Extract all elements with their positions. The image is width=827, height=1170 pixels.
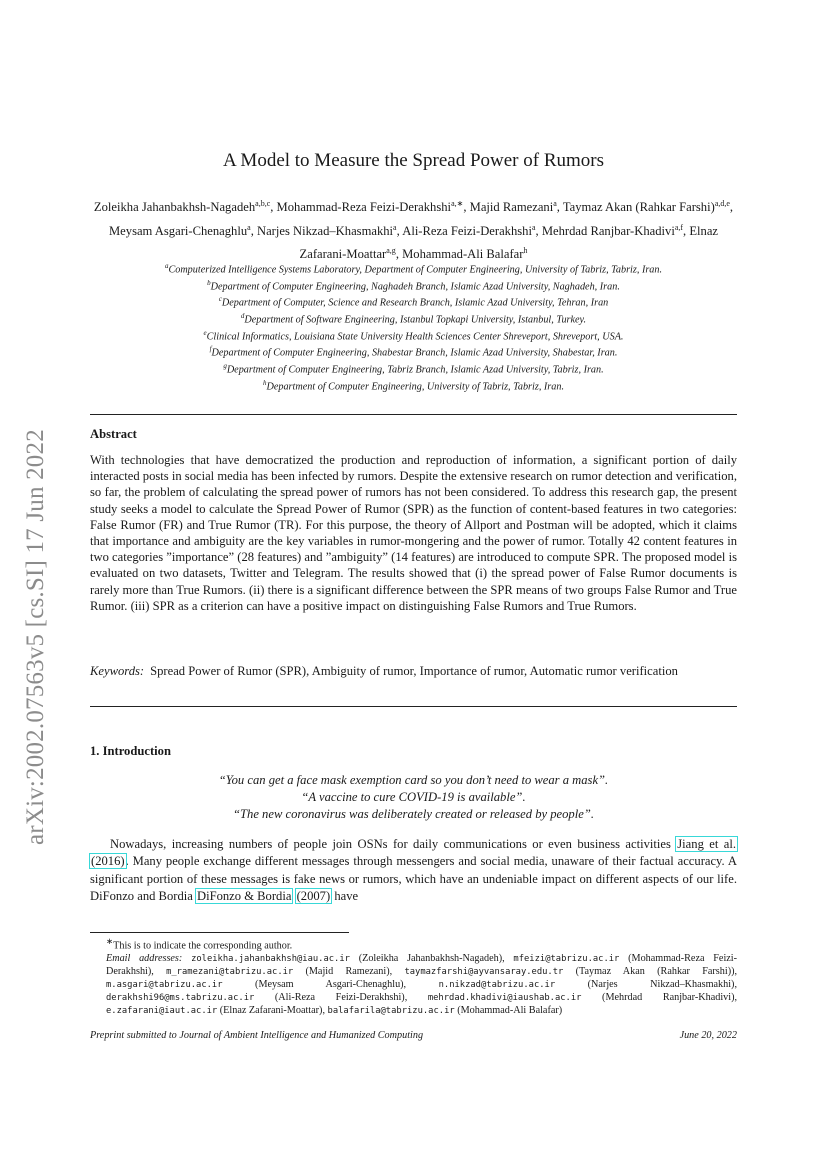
footnote-mark: ∗	[106, 936, 114, 946]
citation-link-jiang-year[interactable]: (2016)	[91, 854, 125, 869]
author-name: Narjes Nikzad–Khasmakhi	[257, 223, 394, 238]
affiliation-mark: h	[262, 378, 267, 387]
email-addresses	[90, 953, 737, 1018]
affiliation-mark: c	[218, 295, 222, 304]
author-affiliation-mark: a,d,e	[714, 199, 730, 208]
author-separator: ,	[395, 247, 403, 262]
email-address[interactable]: e.zafarani@iaut.ac.ir	[106, 1005, 218, 1016]
author-separator: ,	[463, 200, 470, 215]
paper-title: A Model to Measure the Spread Power of Rumors	[223, 150, 604, 171]
affiliation-line	[90, 360, 737, 377]
email-address[interactable]: n.nikzad@tabrizu.ac.ir	[438, 980, 556, 991]
author-name: Majid Ramezani	[469, 200, 554, 215]
author-separator: ,	[683, 223, 690, 238]
author-name: Ali-Reza Feizi-Derakhshi	[402, 223, 532, 238]
footnote-rule	[90, 932, 349, 933]
author-separator: ,	[556, 200, 563, 215]
author-name: Zoleikha Jahanbakhsh-Nagadeh	[93, 200, 256, 215]
citation-link-difonzo[interactable]: DiFonzo & Bordia	[196, 889, 292, 904]
abstract-bottom-rule	[90, 706, 737, 707]
corresponding-author-text: This is to indicate the corresponding author.	[113, 940, 293, 952]
affiliation-text: Department of Computer Engineering, Tabriz Branch, Islamic Azad University, Tabriz, Iran.	[226, 364, 604, 376]
affiliation-line	[90, 277, 737, 294]
affiliation-line	[90, 310, 737, 327]
intro-text: have	[331, 889, 359, 904]
affiliation-text: Clinical Informatics, Louisiana State University Health Sciences Center Shreveport, Shreveport, USA.	[206, 331, 624, 343]
author-name: Taymaz Akan (Rahkar Farshi)	[562, 200, 715, 215]
email-owner: (Narjes Nikzad–Khasmakhi),	[587, 979, 737, 991]
abstract-text: With technologies that have democratized the production and reproduction of information, a significant portion of daily interacted posts in social media has been infected by rumors. Despite the extensive research on rumor detection and verification, so far, the problem of calculating the spread power of rumors has not been considered. To address this research gap, the present study seeks a model to calculate the Spread Power of Rumor (SPR) as the function of content-based features in two categories: False Rumor (FR) and True Rumor (TR). For this purpose, the theory of Allport and Postman will be adopted, which it claims that importance and ambiguity are the key variables in rumor-mongering and the power of rumor. Totally 42 content features in two categories ”importance” (28 features) and ”ambiguity” (14 features) are introduced to compute SPR. The proposed model is evaluated on two datasets, Twitter and Telegram. The results showed that (i) the spread power of False Rumor documents is rarely more than True Rumors. (ii) there is a significant difference between the SPR means of two groups False Rumor and True Rumor. (iii) SPR as a criterion can have a positive impact on distinguishing False Rumors and True Rumors.	[90, 453, 737, 613]
email-owner: (Ali-Reza Feizi-Derakhshi),	[274, 992, 428, 1004]
author-affiliation-mark: a,∗	[451, 199, 464, 208]
email-address[interactable]: taymazfarshi@ayvansaray.edu.tr	[404, 967, 564, 978]
author-affiliation-mark: h	[523, 246, 528, 256]
affiliation-text: Department of Computer Engineering, Shabestar Branch, Islamic Azad University, Shabestar, Iran.	[211, 347, 618, 359]
author-affiliation-mark: a	[531, 222, 536, 232]
affiliation-line	[90, 293, 737, 310]
author-affiliation-mark: a	[553, 199, 557, 208]
email-owner: (Majid Ramezani),	[305, 966, 405, 978]
author-affiliation-mark: a,g	[386, 246, 396, 256]
keywords-text: Spread Power of Rumor (SPR), Ambiguity of rumor, Importance of rumor, Automatic rumor verification	[150, 664, 678, 678]
affiliation-mark: g	[223, 362, 227, 371]
author-separator: ,	[535, 223, 542, 238]
epigraph-quote: “A vaccine to cure COVID-19 is available”.	[301, 790, 526, 804]
author-affiliation-mark: a,f	[674, 222, 684, 232]
author-name: Mehrdad Ranjbar-Khadivi	[541, 223, 675, 238]
keywords-label: Keywords:	[90, 664, 145, 678]
arxiv-identifier: arXiv:2002.07563v5 [cs.SI] 17 Jun 2022	[22, 429, 49, 845]
author-name: Elnaz Zafarani-Moattar	[299, 223, 719, 262]
affiliation-line	[90, 343, 737, 360]
email-address[interactable]: m_ramezani@tabrizu.ac.ir	[166, 967, 294, 978]
intro-text: Nowadays, increasing numbers of people join OSNs for daily communications or even business activities	[110, 837, 677, 851]
affiliation-line	[90, 260, 737, 277]
affiliation-text: Department of Computer Engineering, Naghadeh Branch, Islamic Azad University, Naghadeh, Iran.	[210, 281, 620, 293]
email-owner: (Taymaz Akan (Rahkar Farshi)),	[575, 966, 738, 978]
abstract-top-rule	[90, 414, 737, 415]
author-separator: ,	[729, 200, 734, 215]
author-affiliation-mark: a,b,c	[255, 199, 271, 208]
footer-date: June 20, 2022	[679, 1030, 737, 1041]
email-owner: (Zoleikha Jahanbakhsh-Nagadeh),	[358, 953, 514, 965]
affiliation-text: Department of Computer, Science and Research Branch, Islamic Azad University, Tehran, Iran	[221, 297, 609, 309]
email-address[interactable]: mehrdad.khadivi@iaushab.ac.ir	[427, 993, 582, 1004]
keywords	[90, 663, 737, 679]
citation-link-difonzo-year[interactable]: (2007)	[296, 889, 331, 904]
affiliation-text: Department of Computer Engineering, University of Tabriz, Tabriz, Iran.	[266, 381, 565, 393]
affiliation-line	[90, 327, 737, 344]
affiliation-mark: f	[209, 345, 212, 354]
author-separator: ,	[270, 200, 277, 215]
email-label: Email addresses:	[106, 953, 183, 965]
email-owner: (Elnaz Zafarani-Moattar),	[219, 1004, 328, 1016]
affiliation-text: Computerized Intelligence Systems Laboratory, Department of Computer Engineering, University of Tabriz, Tabriz, Iran.	[168, 264, 663, 276]
abstract-heading: Abstract	[90, 427, 137, 441]
affiliation-list	[90, 260, 737, 394]
citation-link-jiang[interactable]: Jiang et al.	[677, 837, 736, 851]
email-owner: (Mohammad-Ali Balafar)	[457, 1004, 563, 1016]
email-owner: (Mehrdad Ranjbar-Khadivi),	[602, 992, 738, 1004]
affiliation-mark: b	[207, 278, 211, 287]
epigraph-quote: “You can get a face mask exemption card so you don’t need to wear a mask”.	[218, 773, 609, 787]
affiliation-text: Department of Software Engineering, Istanbul Topkapi University, Istanbul, Turkey.	[244, 314, 587, 326]
email-address[interactable]: balafarila@tabrizu.ac.ir	[327, 1005, 455, 1016]
email-owner: (Mohammad-Reza Feizi-Derakhshi),	[106, 953, 738, 978]
author-separator: ,	[396, 223, 403, 238]
email-address[interactable]: derakhshi96@ms.tabrizu.ac.ir	[106, 993, 255, 1004]
affiliation-mark: e	[203, 328, 207, 337]
email-address[interactable]: m.asgari@tabrizu.ac.ir	[106, 980, 223, 991]
author-name: Mohammad-Reza Feizi-Derakhshi	[276, 200, 452, 215]
section-heading-introduction: 1. Introduction	[90, 744, 171, 758]
affiliation-mark: d	[240, 312, 245, 321]
email-list	[106, 953, 737, 1016]
footer-journal: Preprint submitted to Journal of Ambient Intelligence and Humanized Computing	[90, 1030, 424, 1041]
epigraph-quote: “The new coronavirus was deliberately created or released by people”.	[233, 807, 594, 821]
email-address[interactable]: mfeizi@tabrizu.ac.ir	[513, 954, 620, 965]
email-address[interactable]: zoleikha.jahanbakhsh@iau.ac.ir	[191, 954, 350, 965]
corresponding-author-note	[90, 935, 737, 953]
affiliation-line	[90, 377, 737, 394]
author-affiliation-mark: a	[247, 222, 251, 232]
author-affiliation-mark: a	[393, 222, 397, 232]
author-name: Mohammad-Ali Balafar	[402, 247, 524, 262]
author-name: Meysam Asgari-Chenaghlu	[108, 223, 248, 238]
footnotes	[90, 935, 737, 1018]
affiliation-mark: a	[164, 262, 169, 270]
author-separator: ,	[250, 223, 257, 238]
intro-text: . Many people exchange different messages through messengers and social media, unaware of their factual accuracy. A significant portion of these messages is fake news or rumors, which have an undeniable impact on different aspects of our life. DiFonzo and Bordia	[90, 854, 737, 904]
email-owner: (Meysam Asgari-Chenaghlu),	[255, 979, 439, 991]
introduction-paragraph	[90, 836, 737, 906]
author-list	[90, 194, 737, 265]
